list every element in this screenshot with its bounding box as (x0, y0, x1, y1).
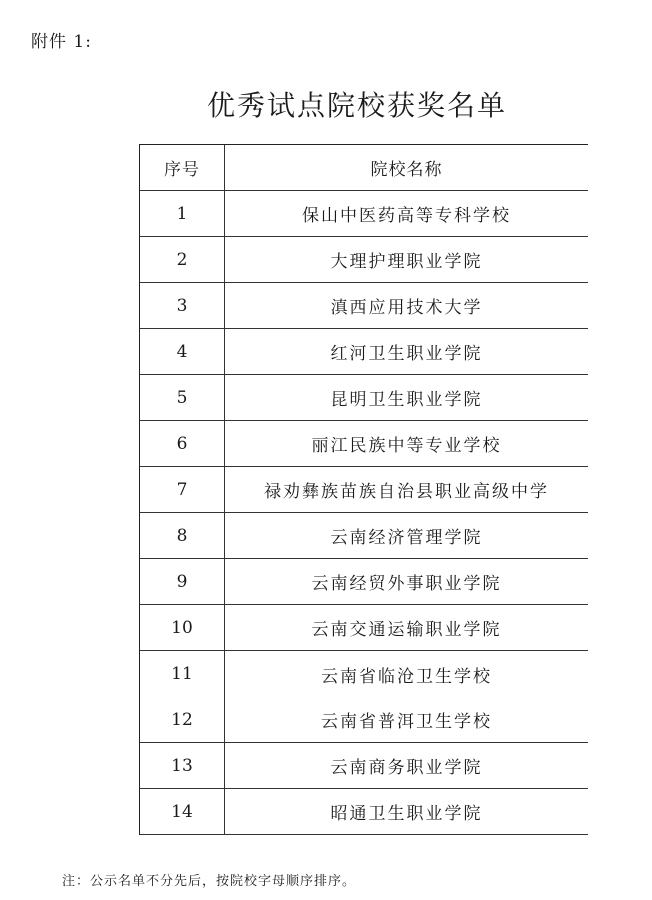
row-seq: 6 (140, 421, 225, 466)
row-seq: 14 (140, 789, 225, 834)
row-seq: 12 (140, 697, 225, 742)
row-seq: 4 (140, 329, 225, 374)
table-row (140, 237, 588, 283)
row-name: 滇西应用技术大学 (330, 298, 483, 318)
row-name: 云南商务职业学院 (330, 758, 483, 778)
row-name: 丽江民族中等专业学校 (311, 436, 502, 456)
row-seq: 9 (140, 559, 225, 604)
attachment-label: 附件 1: (31, 32, 92, 52)
row-seq: 1 (140, 191, 225, 236)
table-row (140, 421, 588, 467)
table-row (140, 283, 588, 329)
row-name: 云南省普洱卫生学校 (321, 712, 492, 732)
table-row (140, 651, 588, 697)
row-name: 云南交通运输职业学院 (311, 620, 502, 640)
row-seq: 2 (140, 237, 225, 282)
table-row (140, 191, 588, 237)
table-row (140, 605, 588, 651)
table-row (140, 513, 588, 559)
row-name: 云南经济管理学院 (330, 528, 483, 548)
table-row (140, 697, 588, 743)
table-row (140, 789, 588, 835)
row-name: 昆明卫生职业学院 (330, 390, 483, 410)
row-seq: 7 (140, 467, 225, 512)
row-name: 云南经贸外事职业学院 (311, 574, 502, 594)
header-name: 院校名称 (370, 160, 443, 180)
row-name: 云南省临沧卫生学校 (321, 666, 492, 687)
row-name: 昭通卫生职业学院 (330, 804, 483, 824)
row-name: 禄劝彝族苗族自治县职业高级中学 (264, 482, 549, 502)
table-header-row (140, 145, 588, 191)
header-seq: 序号 (140, 145, 225, 190)
table-row (140, 329, 588, 375)
row-name: 大理护理职业学院 (330, 252, 483, 272)
row-seq: 11 (140, 651, 225, 697)
row-name: 保山中医药高等专科学校 (302, 206, 511, 226)
row-seq: 8 (140, 513, 225, 558)
table-row (140, 467, 588, 513)
row-seq: 3 (140, 283, 225, 328)
row-seq: 5 (140, 375, 225, 420)
award-table (139, 144, 588, 835)
footnote: 注：公示名单不分先后，按院校字母顺序排序。 (62, 874, 357, 889)
table-row (140, 559, 588, 605)
row-name: 红河卫生职业学院 (330, 344, 483, 364)
row-seq: 13 (140, 743, 225, 788)
table-row (140, 375, 588, 421)
row-seq: 10 (140, 605, 225, 650)
table-row (140, 743, 588, 789)
page-title: 优秀试点院校获奖名单 (206, 89, 507, 122)
